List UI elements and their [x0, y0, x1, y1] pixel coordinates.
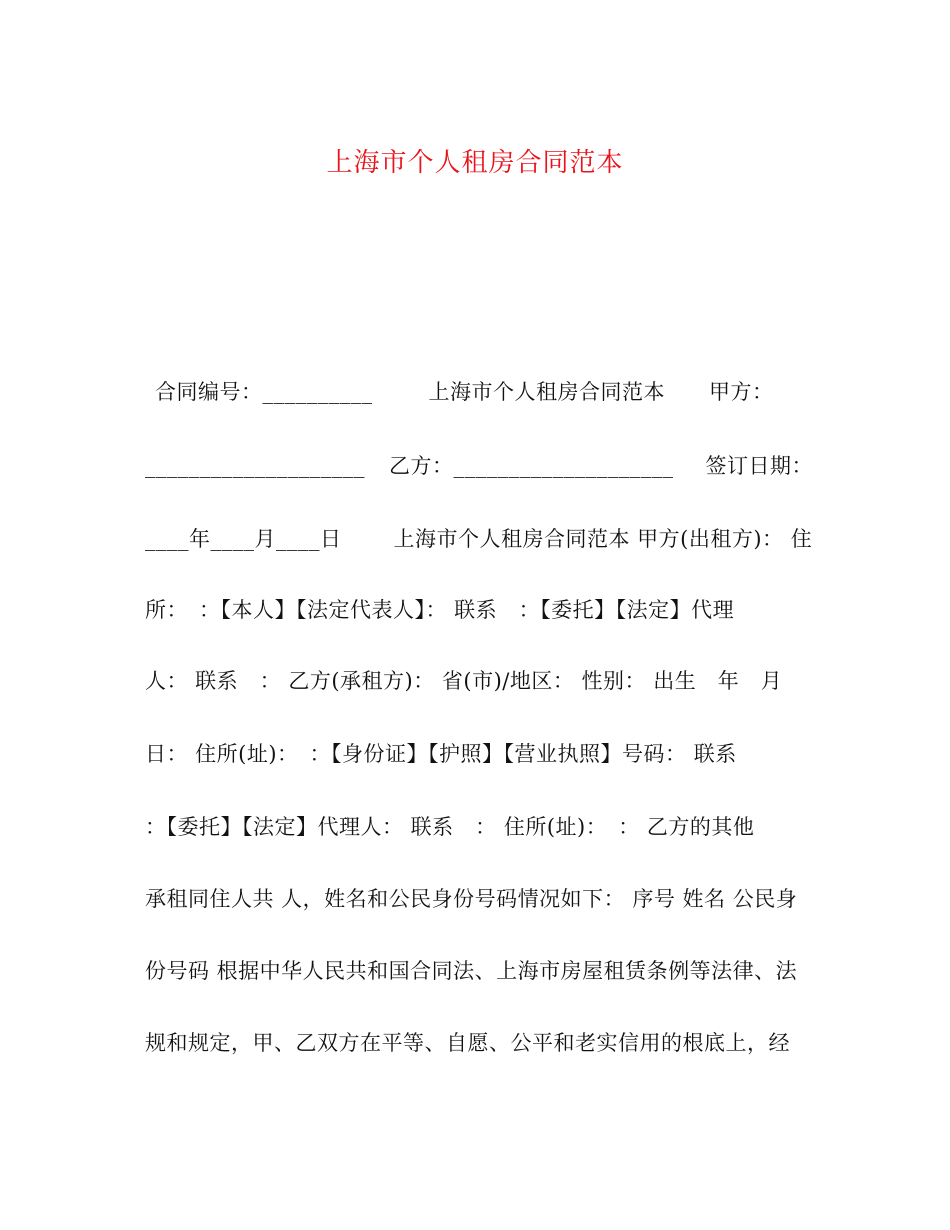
party-b-field: 乙方：____________________ [389, 454, 674, 478]
body-line-1 [145, 377, 815, 407]
body-line-3 [145, 524, 815, 554]
party-a-blank: ____________________ [145, 454, 365, 478]
body-text: 人： 联系 ： 乙方(承租方)： 省(市)/地区： 性别： 出生 年 月 [145, 669, 783, 693]
body-text: 日： 住所(址)： ：【身份证】【护照】【营业执照】号码： 联系 [145, 742, 737, 766]
contract-number-field: 合同编号：__________ [155, 380, 373, 404]
document-title: 上海市个人租房合同范本 [326, 148, 624, 178]
body-line-2 [145, 451, 815, 481]
body-line-9 [145, 956, 815, 986]
body-line-7 [145, 812, 815, 842]
body-text: 所： ：【本人】【法定代表人】： 联系 ：【委托】【法定】代理 [145, 598, 735, 622]
body-line-5 [145, 666, 815, 696]
body-text: ：【委托】【法定】代理人： 联系 ： 住所(址)： ： 乙方的其他 [145, 815, 755, 839]
body-text: 承租同住人共 人，姓名和公民身份号码情况如下： 序号 姓名 公民身 [145, 887, 798, 911]
party-a-label: 甲方： [709, 380, 774, 404]
contract-title-inline: 上海市个人租房合同范本 [428, 380, 665, 404]
sign-date-label: 签订日期： [705, 454, 813, 478]
body-text: 规和规定，甲、乙双方在平等、自愿、公平和老实信用的根底上，经 [145, 1031, 790, 1055]
body-text: 份号码 根据中华人民共和国合同法、上海市房屋租赁条例等法律、法 [145, 959, 798, 983]
body-line-8 [145, 884, 815, 914]
body-line-4 [145, 595, 815, 625]
body-line-6 [145, 739, 815, 769]
sign-date-blank: ____年____月____日 [145, 527, 342, 551]
body-line-10 [145, 1028, 815, 1058]
body-text: 上海市个人租房合同范本 甲方(出租方)： 住 [393, 527, 813, 551]
